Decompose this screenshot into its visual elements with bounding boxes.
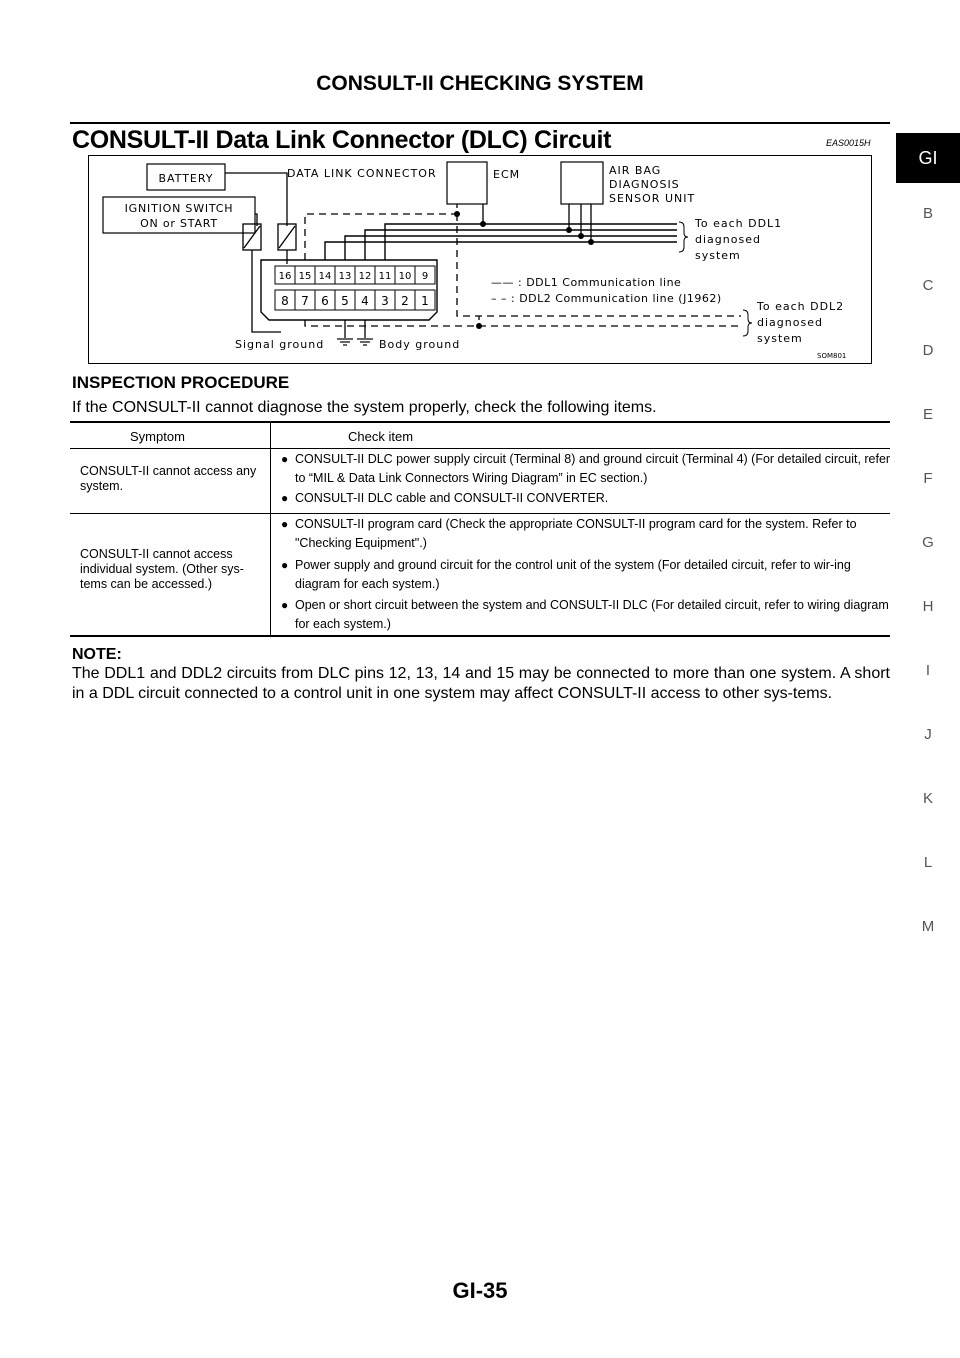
pin-10: 10 <box>398 271 412 282</box>
row-1-item-2: ● CONSULT-II DLC cable and CONSULT-II CONVERTER. <box>281 489 895 508</box>
ddl2-dest-2: diagnosed <box>757 316 823 329</box>
ddl2-dest-1: To each DDL2 <box>757 300 845 313</box>
row-2-item-2: ● Power supply and ground circuit for the control unit of the system (For detailed circuit, refer to wir-ing diagram for each system.) <box>281 558 851 591</box>
pin-7: 7 <box>301 294 309 308</box>
inspection-heading: INSPECTION PROCEDURE <box>72 373 290 392</box>
signal-ground-symbol <box>337 339 353 345</box>
signal-ground-label: Signal ground <box>235 338 325 351</box>
row-1-symptom: CONSULT-II cannot access any system. <box>80 464 257 493</box>
legend-ddl1: —— : DDL1 Communication line <box>491 276 682 289</box>
note-label: NOTE: <box>72 646 122 663</box>
row-2-item-3: ● Open or short circuit between the system and CONSULT-II DLC (For detailed circuit, refer to wiring diagram for each system.) <box>281 598 889 631</box>
ddl1-dest-1: To each DDL1 <box>695 217 783 230</box>
tab-j[interactable]: J <box>924 726 932 743</box>
ignition-label-2: ON or START <box>140 217 218 230</box>
tab-g[interactable]: G <box>922 534 934 551</box>
tab-m[interactable]: M <box>921 918 935 935</box>
bullet-icon: ● <box>281 558 289 572</box>
page-header-title: CONSULT-II CHECKING SYSTEM <box>316 72 644 95</box>
dlc-label: DATA LINK CONNECTOR <box>287 167 437 180</box>
tab-k[interactable]: K <box>922 790 933 807</box>
figure-code: SOM801 <box>817 352 847 360</box>
battery-label: BATTERY <box>158 172 214 185</box>
row-1-item-1: ● CONSULT-II DLC power supply circuit (Terminal 8) and ground circuit (Terminal 4) (For detailed circuit, refer to “MIL & Data Link Connectors Wiring Diagram” in EC section.) <box>281 452 891 485</box>
pin-8: 8 <box>281 294 289 308</box>
dlc-pins-bottom <box>275 290 435 310</box>
pin-1: 1 <box>421 294 429 308</box>
dlc-circuit-diagram <box>88 155 872 364</box>
tab-gi[interactable]: GI <box>896 133 960 183</box>
pin-14: 14 <box>318 271 332 282</box>
bullet-icon: ● <box>281 452 289 466</box>
tab-i[interactable]: I <box>925 662 931 679</box>
pin-4: 4 <box>361 294 369 308</box>
ecm-box <box>447 162 487 204</box>
pin-5: 5 <box>341 294 349 308</box>
pin-2: 2 <box>401 294 409 308</box>
pin-16: 16 <box>278 271 292 282</box>
bullet-icon: ● <box>281 491 289 505</box>
row-2-symptom: CONSULT-II cannot access individual system. (Other sys-tems can be accessed.) <box>80 547 244 591</box>
note-text: The DDL1 and DDL2 circuits from DLC pins 12, 13, 14 and 15 may be connected to more than one system. A short in a DDL circuit connected to a control unit in one system may affect CONSULT-II access to other sys-tems. <box>72 665 890 702</box>
body-ground-symbol <box>357 339 373 345</box>
bullet-icon: ● <box>281 517 289 531</box>
pin-9: 9 <box>421 271 429 282</box>
page-number: GI-35 <box>452 1278 508 1303</box>
tab-h[interactable]: H <box>922 598 934 615</box>
pin-15: 15 <box>298 271 312 282</box>
body-ground-label: Body ground <box>379 338 461 351</box>
airbag-label-3: SENSOR UNIT <box>609 192 696 205</box>
col-symptom-header: Symptom <box>130 429 185 444</box>
airbag-unit-box <box>561 162 603 204</box>
col-check-header: Check item <box>348 429 414 444</box>
ddl1-dest-2: diagnosed <box>695 233 761 246</box>
pin-11: 11 <box>378 271 392 282</box>
ecm-label: ECM <box>493 168 521 181</box>
airbag-label-2: DIAGNOSIS <box>609 178 680 191</box>
inspection-intro: If the CONSULT-II cannot diagnose the system properly, check the following items. <box>72 399 657 416</box>
tab-e[interactable]: E <box>922 406 933 423</box>
tab-b[interactable]: B <box>922 205 933 222</box>
tab-d[interactable]: D <box>922 342 934 359</box>
tab-l[interactable]: L <box>923 854 933 871</box>
bullet-icon: ● <box>281 598 289 612</box>
pin-13: 13 <box>338 271 352 282</box>
section-title: CONSULT-II Data Link Connector (DLC) Circuit <box>72 126 612 154</box>
ddl1-dest-3: system <box>695 249 741 262</box>
dlc-pins-top <box>275 266 435 284</box>
airbag-label-1: AIR BAG <box>609 164 662 177</box>
tab-f[interactable]: F <box>923 470 933 487</box>
pin-12: 12 <box>358 271 372 282</box>
pin-3: 3 <box>381 294 389 308</box>
pin-6: 6 <box>321 294 329 308</box>
row-2-item-1: ● CONSULT-II program card (Check the appropriate CONSULT-II program card for the system. Refer to "Checking Equipment".) <box>281 517 857 550</box>
legend-ddl2: – – : DDL2 Communication line (J1962) <box>491 292 722 305</box>
section-code: EAS0015H <box>826 138 871 148</box>
ignition-label-1: IGNITION SWITCH <box>124 202 234 215</box>
ddl2-dest-3: system <box>757 332 803 345</box>
header-rule <box>70 122 890 124</box>
tab-c[interactable]: C <box>922 277 934 294</box>
